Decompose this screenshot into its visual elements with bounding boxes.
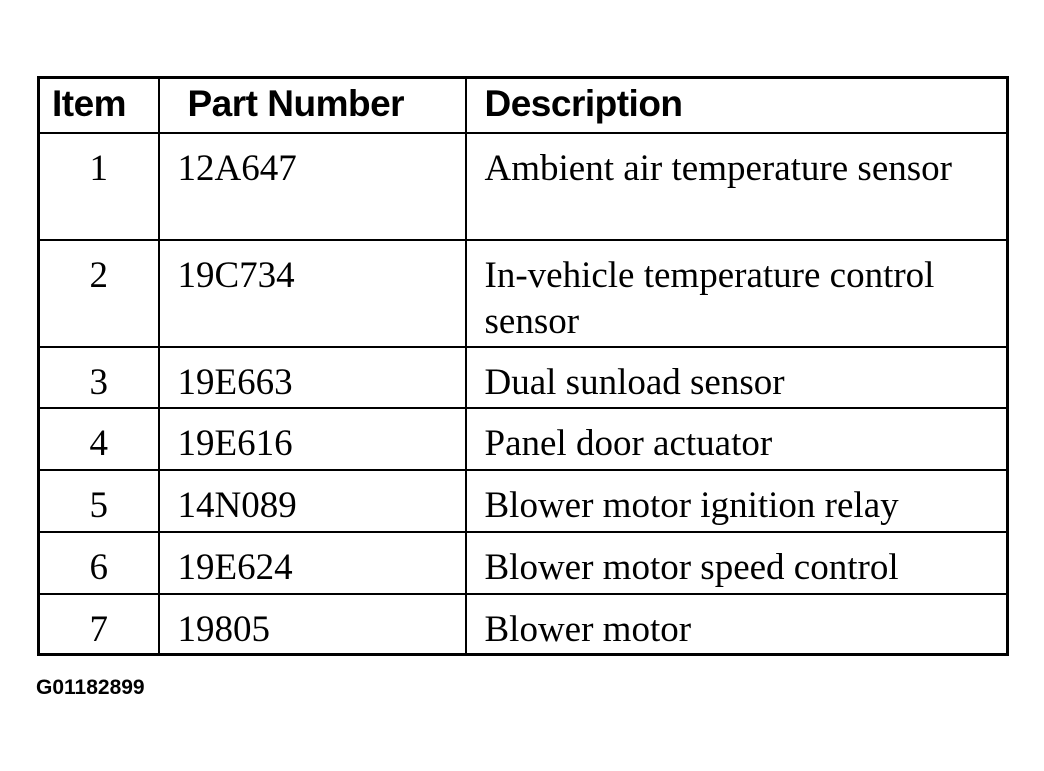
part-number: 19C734: [159, 240, 466, 347]
part-number: 19E624: [159, 532, 466, 594]
item-number: 3: [39, 347, 159, 408]
part-description: Blower motor ignition relay: [466, 470, 1008, 532]
part-description: Ambient air temperature sensor: [466, 133, 1008, 240]
part-number: 19805: [159, 594, 466, 655]
table-row: [39, 408, 1008, 470]
item-number: 1: [39, 133, 159, 240]
part-number: 14N089: [159, 470, 466, 532]
part-description: Panel door actuator: [466, 408, 1008, 470]
table-header-row: [39, 78, 1008, 133]
part-description: Dual sunload sensor: [466, 347, 1008, 408]
part-number: 12A647: [159, 133, 466, 240]
column-header-item: Item: [39, 78, 159, 133]
part-description: Blower motor: [466, 594, 1008, 655]
table-row: [39, 470, 1008, 532]
figure-id: G01182899: [36, 676, 145, 699]
part-number: 19E663: [159, 347, 466, 408]
item-number: 4: [39, 408, 159, 470]
item-number: 2: [39, 240, 159, 347]
table-row: [39, 347, 1008, 408]
part-description: In-vehicle temperature control sensor: [466, 240, 1008, 347]
column-header-description: Description: [466, 78, 1008, 133]
part-number: 19E616: [159, 408, 466, 470]
parts-table: [37, 76, 1009, 656]
item-number: 7: [39, 594, 159, 655]
table-row: [39, 532, 1008, 594]
table-row: [39, 133, 1008, 240]
table-row: [39, 594, 1008, 655]
column-header-part-number: Part Number: [159, 78, 466, 133]
item-number: 6: [39, 532, 159, 594]
table-row: [39, 240, 1008, 347]
item-number: 5: [39, 470, 159, 532]
part-description: Blower motor speed control: [466, 532, 1008, 594]
